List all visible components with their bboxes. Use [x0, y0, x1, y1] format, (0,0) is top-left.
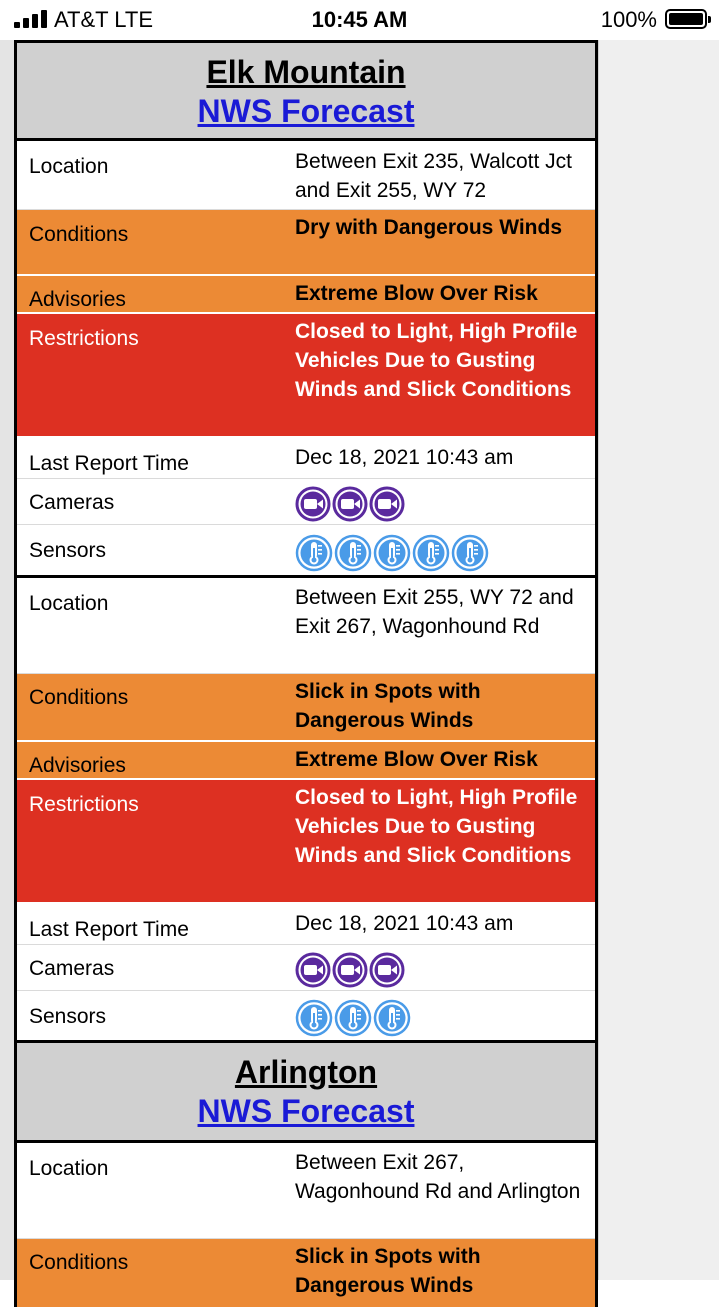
- battery-percent: 100%: [600, 7, 657, 32]
- last-report-value: Dec 18, 2021 10:43 am: [295, 912, 514, 935]
- section-title: Arlington: [234, 1054, 378, 1090]
- restrictions-label: Restrictions: [29, 793, 139, 816]
- conditions-value: Slick in Spots with Dangerous Winds: [295, 680, 481, 732]
- last-report-label: Last Report Time: [29, 918, 189, 941]
- status-bar: [0, 0, 719, 40]
- battery-icon: [665, 9, 707, 29]
- thermometer-icon[interactable]: [334, 999, 372, 1037]
- conditions-label: Conditions: [29, 223, 129, 246]
- status-time: 10:45 AM: [311, 7, 408, 32]
- camera-icons: [295, 479, 595, 524]
- thermometer-icon[interactable]: [412, 534, 450, 572]
- sensors-label: Sensors: [29, 539, 107, 562]
- advisories-row: [17, 276, 595, 314]
- conditions-row: [17, 210, 595, 276]
- thermometer-icon[interactable]: [334, 534, 372, 572]
- restrictions-value: Closed to Light, High Profile Vehicles Due to Gusting Winds and Slick Conditions: [295, 320, 578, 401]
- location-row: [17, 1143, 595, 1239]
- conditions-value: Slick in Spots with Dangerous Winds: [295, 1245, 481, 1297]
- last-report-label: Last Report Time: [29, 452, 189, 475]
- thermometer-icon[interactable]: [295, 999, 333, 1037]
- road-segment: [14, 1143, 598, 1307]
- video-camera-icon[interactable]: [295, 952, 331, 988]
- carrier-label: AT&T LTE: [54, 7, 154, 32]
- section-title: Elk Mountain: [206, 54, 406, 90]
- sensors-row: [17, 525, 595, 575]
- sensor-icons: [295, 991, 595, 1040]
- cameras-label: Cameras: [29, 957, 115, 980]
- advisories-value: Extreme Blow Over Risk: [295, 282, 538, 305]
- video-camera-icon[interactable]: [295, 486, 331, 522]
- video-camera-icon[interactable]: [369, 486, 405, 522]
- page-margin: [598, 40, 719, 1280]
- location-value: Between Exit 235, Walcott Jct and Exit 255, WY 72: [295, 150, 573, 202]
- conditions-row: [17, 1239, 595, 1307]
- location-label: Location: [29, 155, 109, 178]
- page-margin: [0, 40, 14, 1280]
- location-value: Between Exit 255, WY 72 and Exit 267, Wagonhound Rd: [295, 586, 574, 638]
- conditions-value: Dry with Dangerous Winds: [295, 216, 563, 239]
- camera-icons: [295, 945, 595, 990]
- thermometer-icon[interactable]: [373, 534, 411, 572]
- road-conditions-table: [14, 40, 598, 1307]
- cameras-label: Cameras: [29, 491, 115, 514]
- road-segment: [14, 578, 598, 1043]
- last-report-row: [17, 904, 595, 945]
- nws-forecast-link[interactable]: NWS Forecast: [197, 1093, 415, 1129]
- section-header-elk-mountain: [14, 40, 598, 141]
- thermometer-icon[interactable]: [451, 534, 489, 572]
- location-label: Location: [29, 592, 109, 615]
- video-camera-icon[interactable]: [332, 486, 368, 522]
- location-row: [17, 578, 595, 674]
- restrictions-value: Closed to Light, High Profile Vehicles Due to Gusting Winds and Slick Conditions: [295, 786, 578, 867]
- section-header-arlington: [14, 1043, 598, 1143]
- sensors-label: Sensors: [29, 1005, 107, 1028]
- conditions-label: Conditions: [29, 1251, 129, 1274]
- location-value: Between Exit 267, Wagonhound Rd and Arlington: [295, 1151, 581, 1203]
- video-camera-icon[interactable]: [369, 952, 405, 988]
- location-label: Location: [29, 1157, 109, 1180]
- thermometer-icon[interactable]: [373, 999, 411, 1037]
- restrictions-row: [17, 780, 595, 904]
- sensors-row: [17, 991, 595, 1040]
- advisories-row: [17, 742, 595, 780]
- advisories-label: Advisories: [29, 288, 126, 311]
- cameras-row: [17, 945, 595, 991]
- restrictions-row: [17, 314, 595, 438]
- advisories-label: Advisories: [29, 754, 126, 777]
- nws-forecast-link[interactable]: NWS Forecast: [197, 93, 415, 129]
- road-segment: [14, 141, 598, 578]
- sensor-icons: [295, 525, 595, 575]
- conditions-row: [17, 674, 595, 742]
- thermometer-icon[interactable]: [295, 534, 333, 572]
- cameras-row: [17, 479, 595, 525]
- restrictions-label: Restrictions: [29, 327, 139, 350]
- advisories-value: Extreme Blow Over Risk: [295, 748, 538, 771]
- conditions-label: Conditions: [29, 686, 129, 709]
- video-camera-icon[interactable]: [332, 952, 368, 988]
- last-report-value: Dec 18, 2021 10:43 am: [295, 446, 514, 469]
- location-row: [17, 141, 595, 210]
- last-report-row: [17, 438, 595, 479]
